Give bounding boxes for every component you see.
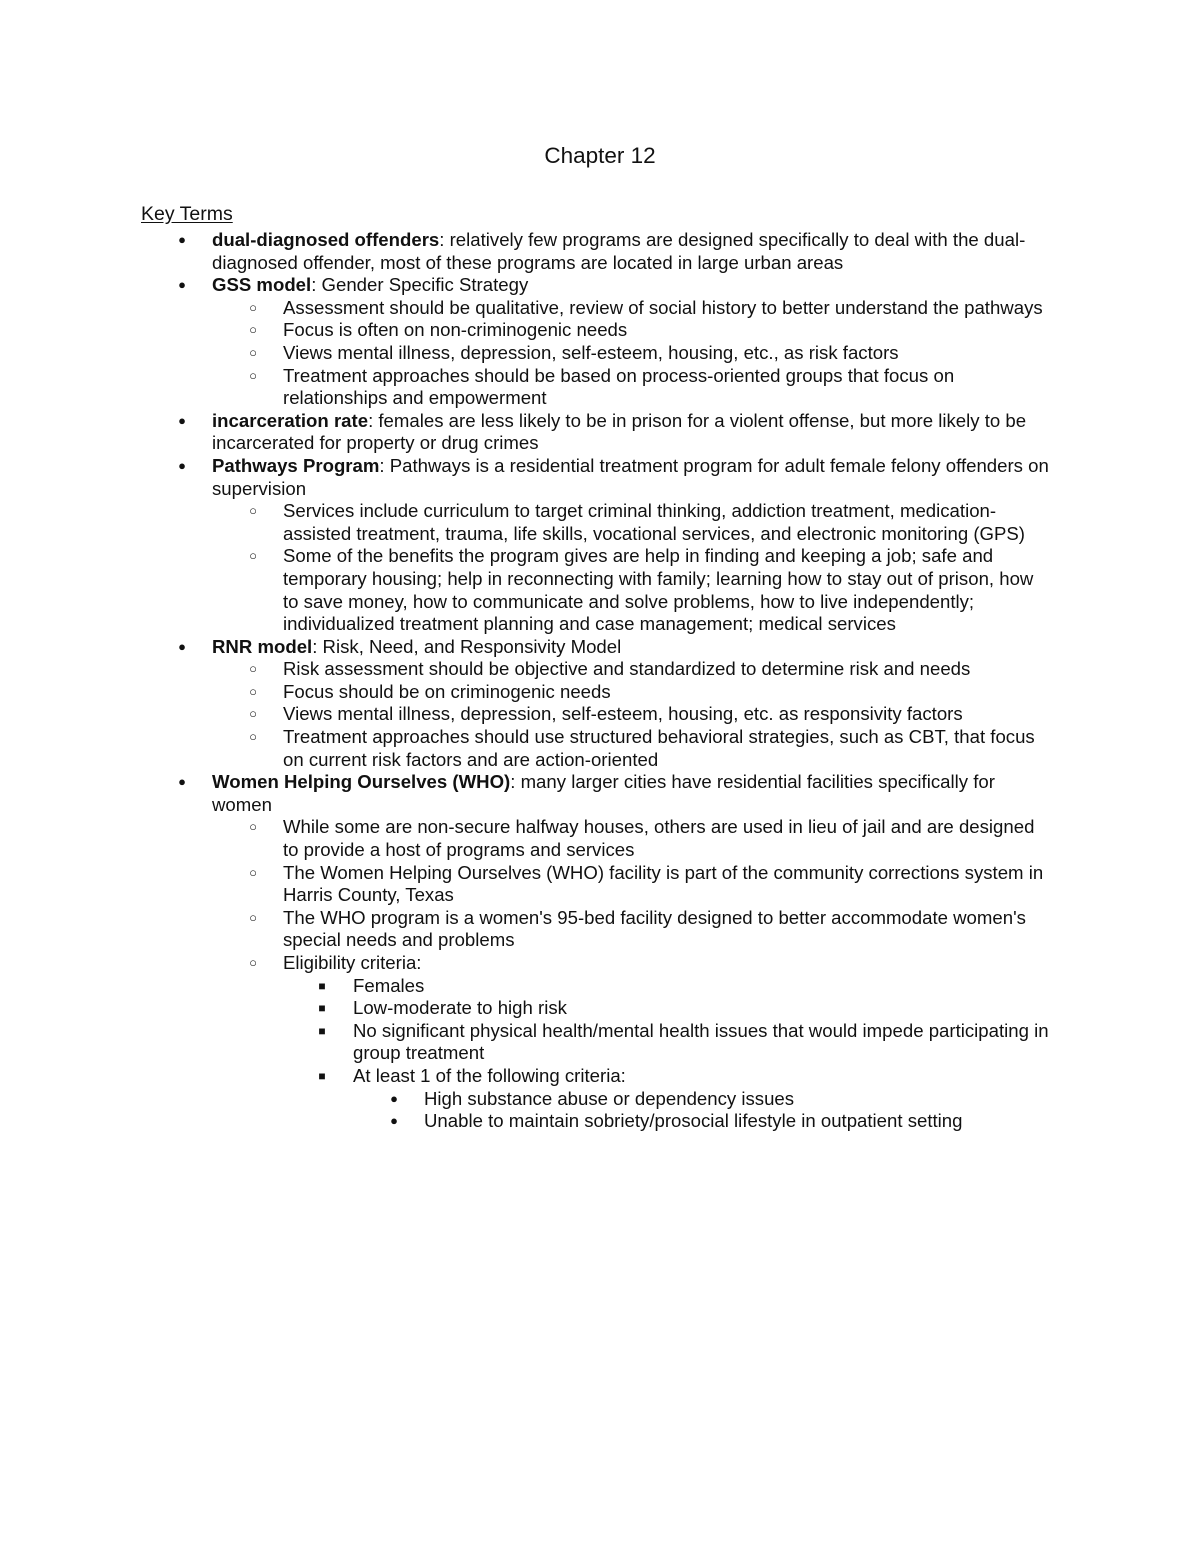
- page-title: Chapter 12: [544, 143, 656, 168]
- square-bullet-icon: ■: [318, 1023, 326, 1038]
- circle-bullet-icon: ○: [249, 299, 257, 315]
- section-heading-key-terms: Key Terms: [141, 203, 233, 225]
- circle-bullet-icon: ○: [249, 661, 257, 677]
- term-name: incarceration rate: [212, 409, 369, 431]
- sub-list-item: [0, 545, 1053, 635]
- sub-item-text: Treatment approaches should use structured behavioral strategies, such as CBT, that focus on current risk factors and are action-oriented: [283, 726, 1035, 770]
- following-criteria-text: Unable to maintain sobriety/prosocial lifestyle in outpatient setting: [424, 1110, 963, 1132]
- sub-list-item: [0, 862, 1053, 907]
- sub-item-text: The Women Helping Ourselves (WHO) facility is part of the community corrections system in Harris County, Texas: [283, 861, 1044, 906]
- criteria-text: No significant physical health/mental health issues that would impede participating in group treatment: [353, 1019, 1049, 1064]
- term-item-incarceration-rate: [0, 410, 1050, 455]
- square-bullet-icon: ■: [318, 1068, 326, 1083]
- sub-list-item: [0, 952, 1053, 975]
- bullet-icon: ●: [178, 774, 186, 790]
- bullet-icon: ●: [390, 1113, 398, 1129]
- sub-list-item: [0, 816, 1053, 861]
- bullet-icon: ●: [178, 277, 186, 293]
- circle-bullet-icon: ○: [249, 322, 257, 338]
- term-definition: : Pathways is a residential treatment program for adult female felony offenders on supervision: [212, 454, 1049, 499]
- term-definition: : many larger cities have residential facilities specifically for women: [212, 771, 995, 815]
- circle-bullet-icon: ○: [249, 909, 257, 925]
- criteria-text: Low-moderate to high risk: [353, 997, 567, 1019]
- term-item-pathways-program: [0, 455, 1050, 500]
- circle-bullet-icon: ○: [249, 344, 257, 360]
- bullet-icon: ●: [178, 232, 186, 247]
- criteria-text: Females: [353, 974, 425, 996]
- bullet-icon: ●: [178, 457, 186, 473]
- term-name: RNR model: [212, 635, 313, 657]
- sub-list-item: [0, 365, 1053, 410]
- circle-bullet-icon: ○: [249, 729, 257, 745]
- sub-item-text: Treatment approaches should be based on process-oriented groups that focus on relationships and empowerment: [283, 364, 955, 409]
- square-bullet-icon: ■: [318, 978, 326, 993]
- sub-list-item: [0, 297, 1053, 320]
- sub-item-text: Focus is often on non-criminogenic needs: [283, 319, 628, 341]
- term-definition: : relatively few programs are designed specifically to deal with the dual-diagnosed offender, most of these programs are located in large urban areas: [212, 229, 1026, 273]
- sub-list-item: [0, 500, 1053, 545]
- criteria-list-item: [0, 975, 1053, 998]
- following-criteria-item: [0, 1110, 1054, 1133]
- sub-item-text: Views mental illness, depression, self-esteem, housing, etc. as responsivity factors: [283, 703, 963, 725]
- circle-bullet-icon: ○: [249, 367, 257, 383]
- circle-bullet-icon: ○: [249, 864, 257, 880]
- sub-item-text: Focus should be on criminogenic needs: [283, 680, 611, 702]
- term-definition: : Gender Specific Strategy: [311, 274, 529, 296]
- bullet-icon: ●: [390, 1090, 398, 1106]
- circle-bullet-icon: ○: [249, 548, 257, 564]
- sub-list-item: [0, 907, 1053, 952]
- sub-list-item: [0, 342, 1053, 365]
- term-item-women-helping-ourselves: [0, 771, 1050, 816]
- bullet-icon: ●: [178, 638, 186, 654]
- sub-list-item: [0, 319, 1053, 342]
- sub-item-text: Views mental illness, depression, self-esteem, housing, etc., as risk factors: [283, 341, 899, 363]
- key-terms-list: [0, 229, 1200, 1133]
- circle-bullet-icon: ○: [249, 955, 257, 970]
- square-bullet-icon: ■: [318, 1001, 326, 1016]
- following-criteria-item: [0, 1088, 1054, 1111]
- term-name: Pathways Program: [212, 454, 380, 476]
- term-name: GSS model: [212, 274, 312, 296]
- circle-bullet-icon: ○: [249, 819, 257, 835]
- sub-item-text: While some are non-secure halfway houses, others are used in lieu of jail and are designed to provide a host of programs and services: [283, 816, 1035, 861]
- sub-item-text: Services include curriculum to target criminal thinking, addiction treatment, medication-assisted treatment, trauma, life skills, vocational services, and electronic monitoring (GPS): [283, 500, 1025, 544]
- sub-item-text: Assessment should be qualitative, review of social history to better understand the pathways: [283, 296, 1043, 318]
- term-definition: : females are less likely to be in prison for a violent offense, but more likely to be incarcerated for property or drug crimes: [212, 409, 1027, 454]
- term-definition: : Risk, Need, and Responsivity Model: [312, 635, 622, 657]
- circle-bullet-icon: ○: [249, 503, 257, 519]
- criteria-list-item: [0, 1065, 1053, 1088]
- criteria-list-item: [0, 997, 1053, 1020]
- term-item-dual-diagnosed-offenders: [0, 229, 1050, 274]
- circle-bullet-icon: ○: [249, 683, 257, 699]
- sub-list-item: [0, 658, 1053, 681]
- sub-item-text: Eligibility criteria:: [283, 952, 422, 973]
- bullet-icon: ●: [178, 412, 186, 428]
- sub-item-text: Some of the benefits the program gives are help in finding and keeping a job; safe and temporary housing; help in reconnecting with family; learning how to stay out of prison, how to save money, how to communicate and solve problems, how to live independently; individualized treatment planning and case management; medical services: [283, 545, 1034, 635]
- sub-list-item: [0, 703, 1053, 726]
- criteria-text: At least 1 of the following criteria:: [353, 1064, 626, 1086]
- sub-list-item: [0, 681, 1053, 704]
- term-name: dual-diagnosed offenders: [212, 229, 440, 250]
- term-item-rnr-model: [0, 636, 1050, 659]
- sub-item-text: Risk assessment should be objective and standardized to determine risk and needs: [283, 658, 971, 680]
- following-criteria-text: High substance abuse or dependency issues: [424, 1087, 795, 1109]
- term-item-gss-model: [0, 274, 1050, 297]
- term-name: Women Helping Ourselves (WHO): [212, 771, 511, 793]
- sub-list-item: [0, 726, 1053, 771]
- sub-item-text: The WHO program is a women's 95-bed facility designed to better accommodate women's special needs and problems: [283, 906, 1026, 951]
- criteria-list-item: [0, 1020, 1053, 1065]
- circle-bullet-icon: ○: [249, 706, 257, 722]
